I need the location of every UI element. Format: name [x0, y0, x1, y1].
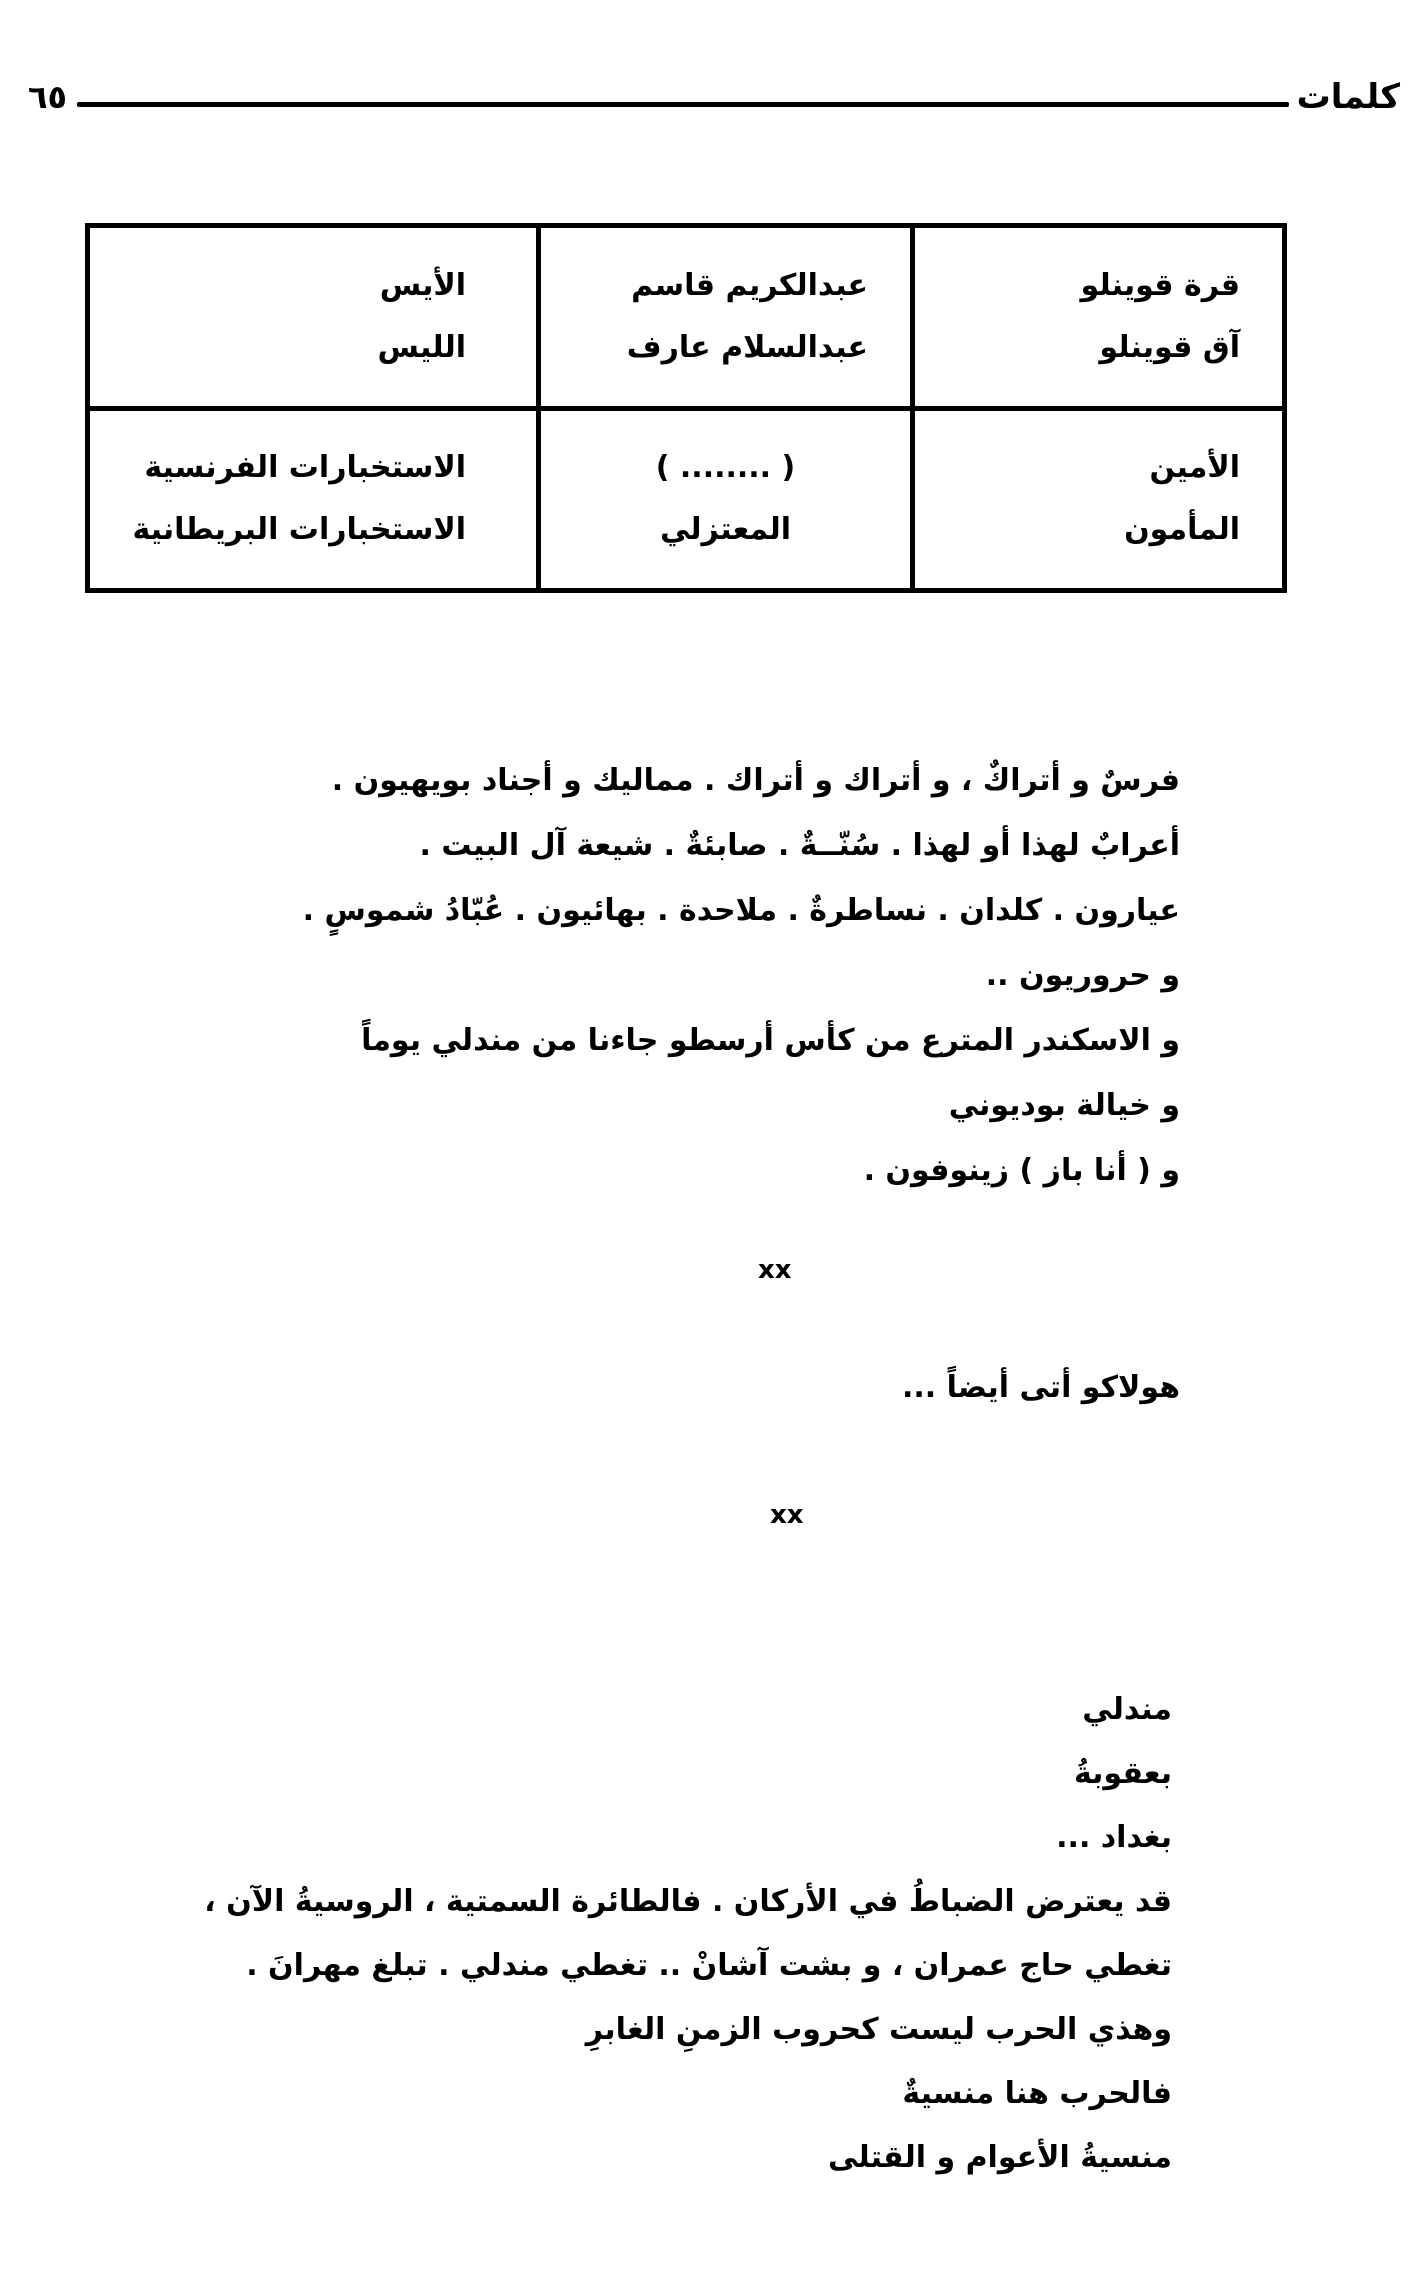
cell-text: الاستخبارات البريطانية [132, 512, 466, 548]
cell-text: الأيس [379, 267, 466, 303]
poem-line: و خيالة بوديوني [948, 1088, 1180, 1123]
cell-text: الاستخبارات الفرنسية [144, 450, 466, 486]
header-rule [77, 102, 1289, 107]
section-separator: xx [770, 1500, 804, 1530]
table-row [88, 408, 1285, 591]
cell-text: المأمون [1124, 512, 1240, 548]
names-table [90, 223, 1287, 593]
cell-text: قرة قوينلو [1080, 267, 1240, 303]
poem-line: و الاسكندر المترع من كأس أرسطو جاءنا من مندلي يوماً [361, 1023, 1180, 1058]
cell-text: الأمين [1149, 450, 1240, 486]
running-title: كلمات [1296, 77, 1400, 117]
poem-stanza-2 [204, 1678, 1172, 2190]
poem-line: عيارون . كلدان . نساطرةٌ . ملاحدة . بهائيون . عُبّادُ شموسٍ . [302, 893, 1180, 928]
poem-line: منسيةُ الأعوام و القتلى [828, 2140, 1172, 2175]
poem-line-hulagu: هولاكو أتى أيضاً ... [902, 1370, 1180, 1405]
table-cell [539, 226, 913, 409]
poem-stanza-1 [303, 748, 1180, 1203]
poem-line: فرسٌ و أتراكٌ ، و أتراك و أتراك . مماليك و أجناد بويهيون . [331, 763, 1180, 798]
poem-line: قد يعترض الضباطُ في الأركان . فالطائرة السمتية ، الروسيةُ الآن ، [204, 1884, 1172, 1919]
poem-line: تغطي حاج عمران ، و بشت آشانْ .. تغطي مندلي . تبلغ مهرانَ . [246, 1948, 1172, 1983]
table-row [88, 226, 1285, 409]
poem-line: فالحرب هنا منسيةٌ [902, 2076, 1172, 2111]
table-cell [88, 226, 539, 409]
table-cell [88, 408, 539, 591]
table-cell [913, 408, 1285, 591]
page-number: ٦٥ [28, 78, 68, 116]
cell-text: عبدالكريم قاسم [631, 267, 868, 303]
cell-text: الليس [377, 329, 466, 365]
poem-line: وهذي الحرب ليست كحروب الزمنِ الغابرِ [585, 2012, 1172, 2047]
poem-line: بعقوبةُ [1073, 1756, 1172, 1791]
table-cell [539, 408, 913, 591]
cell-text: عبدالسلام عارف [626, 329, 868, 365]
poem-line: أعرابٌ لهذا أو لهذا . سُنّــةٌ . صابئةٌ . شيعة آل البيت . [419, 828, 1180, 863]
cell-text: ( ........ ) [655, 450, 796, 486]
poem-line: مندلي [1082, 1692, 1172, 1727]
poem-line: و حروريون .. [985, 958, 1180, 993]
running-header [28, 72, 1400, 122]
names-grid [85, 223, 1287, 593]
cell-text: آق قوينلو [1099, 329, 1240, 365]
section-separator: xx [758, 1255, 792, 1285]
poem-line: و ( أنا باز ) زينوفون . [863, 1153, 1180, 1188]
cell-text: المعتزلي [659, 512, 792, 548]
table-cell [913, 226, 1285, 409]
poem-line: بغداد ... [1056, 1820, 1172, 1855]
